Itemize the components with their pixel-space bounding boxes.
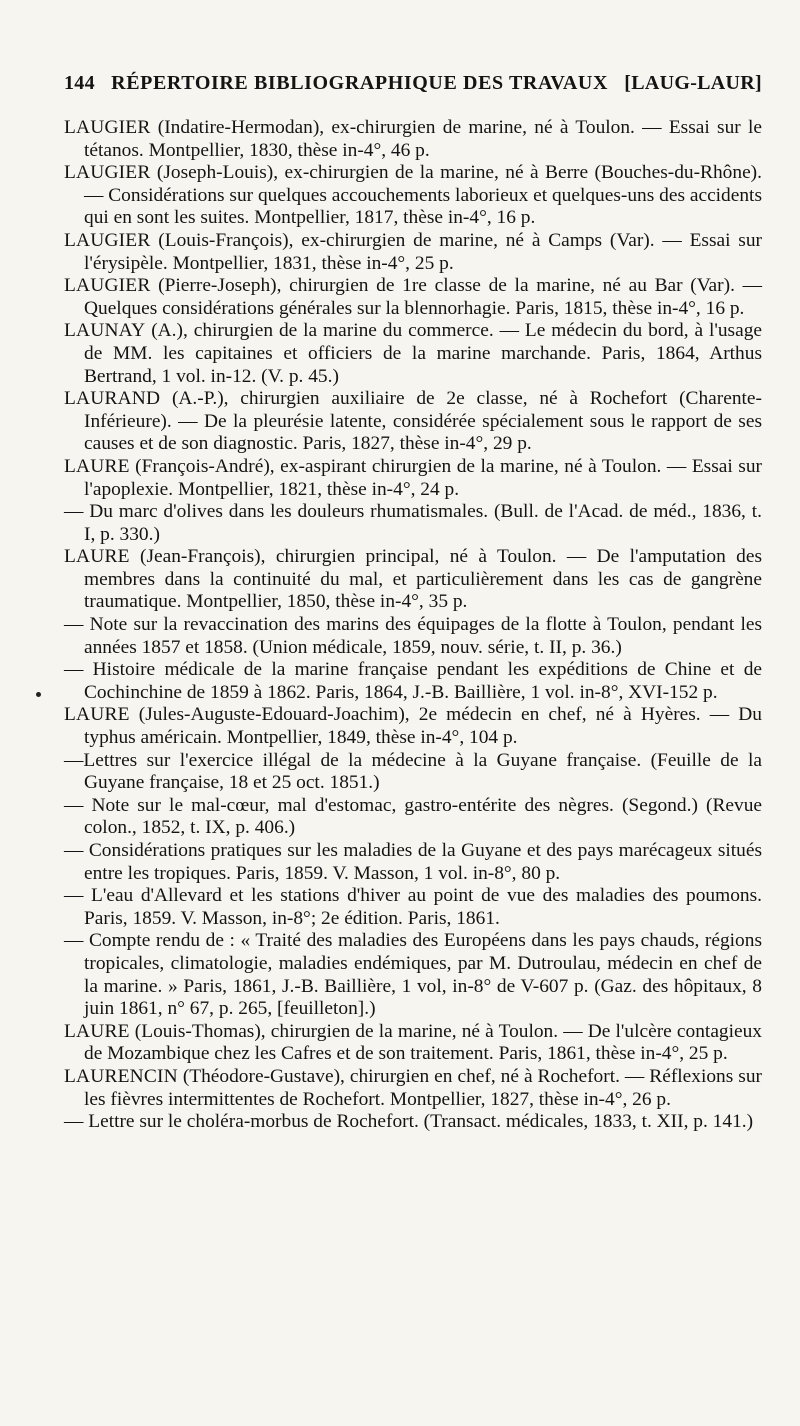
entry-author: LAURE bbox=[64, 1020, 130, 1042]
entry-text: — L'eau d'Allevard et les stations d'hiver au point de vue des maladies des poumons. Paris, 1859. V. Masson, in-8°; 2e édition. Paris, 1861. bbox=[64, 885, 762, 929]
entry-text: —Lettres sur l'exercice illégal de la médecine à la Guyane française. (Feuille de la Guyane française, 18 et 25 oct. 1851.) bbox=[64, 749, 762, 794]
entry-author: LAURAND bbox=[64, 388, 161, 410]
entry-text: — Note sur la revaccination des marins des équipages de la flotte à Toulon, pendant les années 1857 et 1858. (Union médicale, 1859, nouv. série, t. II, p. 36.) bbox=[64, 614, 762, 658]
entry-text: (François-André), ex-aspirant chirurgien de la marine, né à Toulon. — Essai sur l'apoplexie. Montpellier, 1821, thèse in-4°, 24 p. bbox=[84, 455, 762, 500]
entry-text: (Jules-Auguste-Edouard-Joachim), 2e médecin en chef, né à Hyères. — Du typhus américain. Montpellier, 1849, thèse in-4°, 104 p. bbox=[84, 704, 762, 749]
bibliography-entry bbox=[64, 704, 762, 749]
bibliography-entry bbox=[64, 456, 762, 501]
entry-text: (Louis-François), ex-chirurgien de marine, né à Camps (Var). — Essai sur l'érysipèle. Montpellier, 1831, thèse in-4°, 25 p. bbox=[84, 229, 762, 274]
bibliography-entry bbox=[64, 388, 762, 456]
entry-author: LAUGIER bbox=[64, 229, 151, 251]
entry-text: — Lettre sur le choléra-morbus de Rochefort. (Transact. médicales, 1833, t. XII, p. 141.) bbox=[64, 1111, 754, 1133]
entry-author: LAURENCIN bbox=[64, 1065, 178, 1087]
bibliography-subentry bbox=[64, 885, 762, 930]
entry-text: (Louis-Thomas), chirurgien de la marine, né à Toulon. — De l'ulcère contagieux de Mozambique chez les Cafres et de son traitement. Paris, 1861, thèse in-4°, 25 p. bbox=[84, 1020, 762, 1065]
bibliography-entries bbox=[64, 117, 762, 1134]
entry-text: (A.-P.), chirurgien auxiliaire de 2e classe, né à Rochefort (Charente-Inférieure). — De la pleurésie latente, considérée spécialement sous le rapport de ses causes et de son diagnostic. Paris, 1827, thèse in-4°, 29 p. bbox=[84, 388, 762, 455]
entry-author: LAUNAY bbox=[64, 320, 146, 342]
entry-text: (Joseph-Louis), ex-chirurgien de la marine, né à Berre (Bouches-du-Rhône). — Considérations sur quelques accouchements laborieux et quelques-uns des accidents qui en sont les suites. Montpellier, 1817, thèse in-4°, 16 p. bbox=[84, 162, 762, 229]
page-number: 144 bbox=[64, 72, 95, 94]
entry-author: LAUGIER bbox=[64, 162, 151, 184]
entry-text: (Pierre-Joseph), chirurgien de 1re classe de la marine, né au Bar (Var). — Quelques considérations générales sur la blennorhagie. Paris, 1815, thèse in-4°, 16 p. bbox=[84, 275, 762, 319]
bibliography-entry bbox=[64, 162, 762, 230]
entry-text: — Note sur le mal-cœur, mal d'estomac, gastro-entérite des nègres. (Segond.) (Revue colon., 1852, t. IX, p. 406.) bbox=[64, 794, 762, 839]
entry-text: (Jean-François), chirurgien principal, né à Toulon. — De l'amputation des membres dans la continuité du mal, et particulièrement dans les cas de gangrène traumatique. Montpellier, 1850, thèse in-4°, 35 p. bbox=[84, 546, 762, 613]
entry-text: (Théodore-Gustave), chirurgien en chef, né à Rochefort. — Réflexions sur les fièvres intermittentes de Rochefort. Montpellier, 1827, thèse in-4°, 26 p. bbox=[84, 1065, 762, 1110]
bibliography-entry bbox=[64, 275, 762, 320]
entry-author: LAURE bbox=[64, 546, 130, 568]
entry-text: — Histoire médicale de la marine française pendant les expéditions de Chine et de Cochinchine de 1859 à 1862. Paris, 1864, J.-B. Baillière, 1 vol. in-8°, XVI-152 p. bbox=[64, 659, 762, 703]
bibliography-subentry bbox=[64, 795, 762, 840]
running-title: RÉPERTOIRE BIBLIOGRAPHIQUE DES TRAVAUX bbox=[111, 72, 609, 94]
entry-text: — Compte rendu de : « Traité des maladies des Européens dans les pays chauds, régions tropicales, climatologie, maladies endémiques, par M. Dutroulau, médecin en chef de la marine. » Paris, 1861, J.-B. Baillière, 1 vol, in-8° de V-607 p. (Gaz. des hôpitaux, 8 juin 1861, n° 67, p. 265, [feuilleton].) bbox=[64, 930, 762, 1020]
entry-text: (A.), chirurgien de la marine du commerce. — Le médecin du bord, à l'usage de MM. les capitaines et officiers de la marine marchande. Paris, 1864, Arthus Bertrand, 1 vol. in-12. (V. p. 45.) bbox=[84, 320, 762, 387]
bibliography-subentry bbox=[64, 840, 762, 885]
entry-author: LAURE bbox=[64, 455, 130, 477]
bibliography-entry bbox=[64, 1066, 762, 1111]
margin-ink-mark bbox=[36, 692, 41, 697]
bibliography-subentry bbox=[64, 659, 762, 704]
entry-text: — Considérations pratiques sur les maladies de la Guyane et des pays marécageux situés entre les tropiques. Paris, 1859. V. Masson, 1 vol. in-8°, 80 p. bbox=[64, 840, 762, 884]
bibliography-subentry bbox=[64, 930, 762, 1020]
bibliography-entry bbox=[64, 230, 762, 275]
entry-text: — Du marc d'olives dans les douleurs rhumatismales. (Bull. de l'Acad. de méd., 1836, t. I, p. 330.) bbox=[64, 501, 762, 545]
bibliography-subentry bbox=[64, 750, 762, 795]
bibliography-entry bbox=[64, 117, 762, 162]
bibliography-entry bbox=[64, 546, 762, 614]
bibliography-subentry bbox=[64, 501, 762, 546]
alphabetical-range: [LAUG-LAUR] bbox=[624, 72, 762, 94]
entry-author: LAURE bbox=[64, 704, 130, 726]
bibliography-entry bbox=[64, 320, 762, 388]
entry-author: LAUGIER bbox=[64, 117, 151, 138]
entry-author: LAUGIER bbox=[64, 275, 151, 297]
bibliography-entry bbox=[64, 1021, 762, 1066]
bibliography-subentry bbox=[64, 1111, 762, 1134]
entry-text: (Indatire-Hermodan), ex-chirurgien de marine, né à Toulon. — Essai sur le tétanos. Montpellier, 1830, thèse in-4°, 46 p. bbox=[84, 117, 762, 161]
page-header bbox=[64, 72, 762, 95]
bibliography-subentry bbox=[64, 614, 762, 659]
